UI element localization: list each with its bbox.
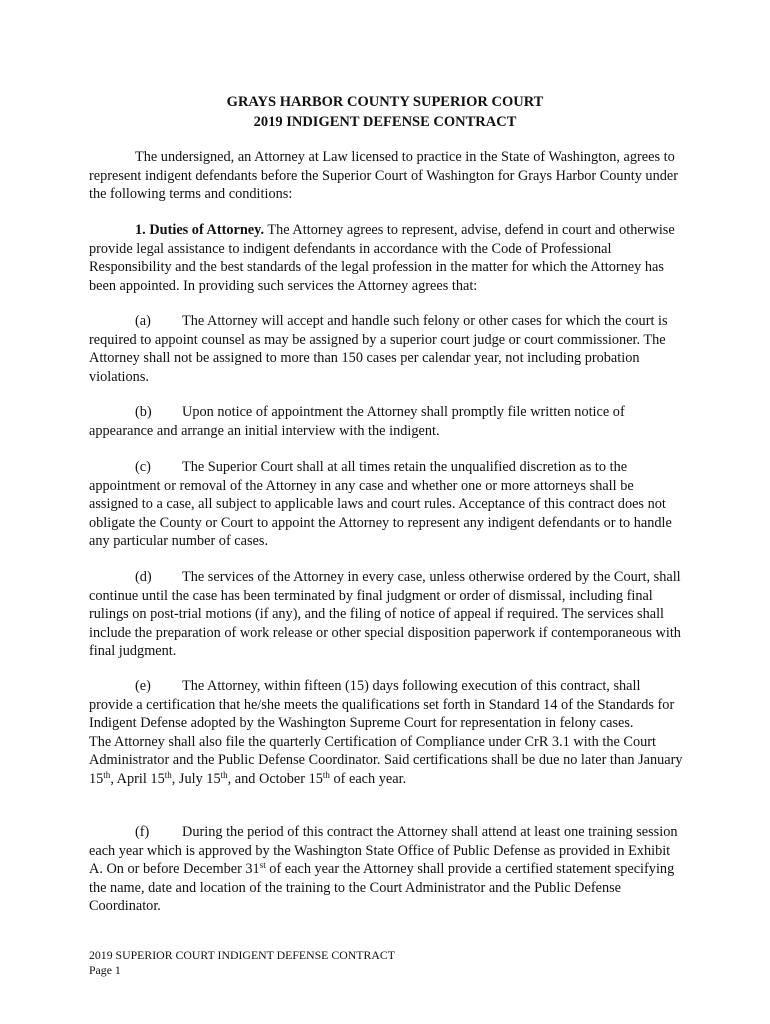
section-1-number: 1. — [135, 222, 146, 238]
item-e-paragraph — [89, 677, 683, 789]
item-c-paragraph — [89, 458, 683, 551]
item-b-label: (b) — [135, 404, 152, 420]
item-e-text: The Attorney, within fifteen (15) days following execution of this contract, shall provide a certification that he/she meets the qualifications set forth in Standard 14 of the Standards for Indigent Defense adopted by the Washington Supreme Court for representation in felony cases. — [89, 678, 675, 732]
page-number: Page 1 — [89, 963, 121, 977]
page-footer — [89, 948, 395, 978]
item-a-label: (a) — [135, 313, 151, 329]
footer-title: 2019 SUPERIOR COURT INDIGENT DEFENSE CONTRACT — [89, 948, 395, 962]
section-1-text: The Attorney agrees to represent, advise, defend in court and otherwise provide legal assistance to indigent defendants in accordance with the Code of Professional Responsibility and the best standards of the legal profession in the matter for which the Attorney has been appointed. In providing such services the Attorney agrees that: — [89, 222, 675, 294]
court-title: GRAYS HARBOR COUNTY SUPERIOR COURT — [226, 94, 544, 110]
item-c-label: (c) — [135, 459, 151, 475]
item-e-label: (e) — [135, 678, 151, 694]
item-d-label: (d) — [135, 569, 152, 585]
contract-title: 2019 INDIGENT DEFENSE CONTRACT — [253, 114, 517, 130]
intro-text: The undersigned, an Attorney at Law licensed to practice in the State of Washington, agrees to represent indigent defendants before the Superior Court of Washington for Grays Harbor County under the following terms and conditions: — [89, 149, 678, 203]
section-1-paragraph — [89, 221, 683, 295]
item-c-text: The Superior Court shall at all times retain the unqualified discretion as to the appointment or removal of the Attorney in any case and whether one or more attorneys shall be assigned to a case, all subject to applicable laws and court rules. Acceptance of this contract does not obligate the County or Court to appoint the Attorney to represent any indigent defendants or to handle any particular number of cases. — [89, 459, 672, 550]
item-d-paragraph — [89, 568, 683, 661]
item-b-text: Upon notice of appointment the Attorney shall promptly file written notice of appearance and arrange an initial interview with the indigent. — [89, 404, 625, 439]
item-e-certification-text: The Attorney shall also file the quarterly Certification of Compliance under CrR 3.1 with the Court Administrator and the Public Defense Coordinator. Said certifications shall be due no later than January 15th, April 15th, July 15th, and October 15th of each year. — [89, 733, 683, 787]
item-b-paragraph — [89, 403, 683, 440]
item-f-paragraph — [89, 823, 683, 916]
item-f-text: During the period of this contract the Attorney shall attend at least one training session each year which is approved by the Washington State Office of Public Defense as provided in Exhibit A. On or before December 31st of each year the Attorney shall provide a certified statement specifying the name, date and location of the training to the Court Administrator and the Public Defense Coordinator. — [89, 824, 678, 915]
item-a-text: The Attorney will accept and handle such felony or other cases for which the court is required to appoint counsel as may be assigned by a superior court judge or court commissioner. The Attorney shall not be assigned to more than 150 cases per calendar year, not including probation violations. — [89, 313, 668, 385]
section-1-heading: Duties of Attorney. — [149, 222, 265, 238]
intro-paragraph — [89, 148, 683, 204]
item-a-paragraph — [89, 312, 683, 386]
item-d-text: The services of the Attorney in every case, unless otherwise ordered by the Court, shall continue until the case has been terminated by final judgment or order of dismissal, including final rulings on post-trial motions (if any), and the filing of notice of appeal if required. The services shall include the preparation of work release or other special disposition paperwork if contemporaneous with final judgment. — [89, 569, 681, 660]
item-f-label: (f) — [135, 824, 150, 840]
